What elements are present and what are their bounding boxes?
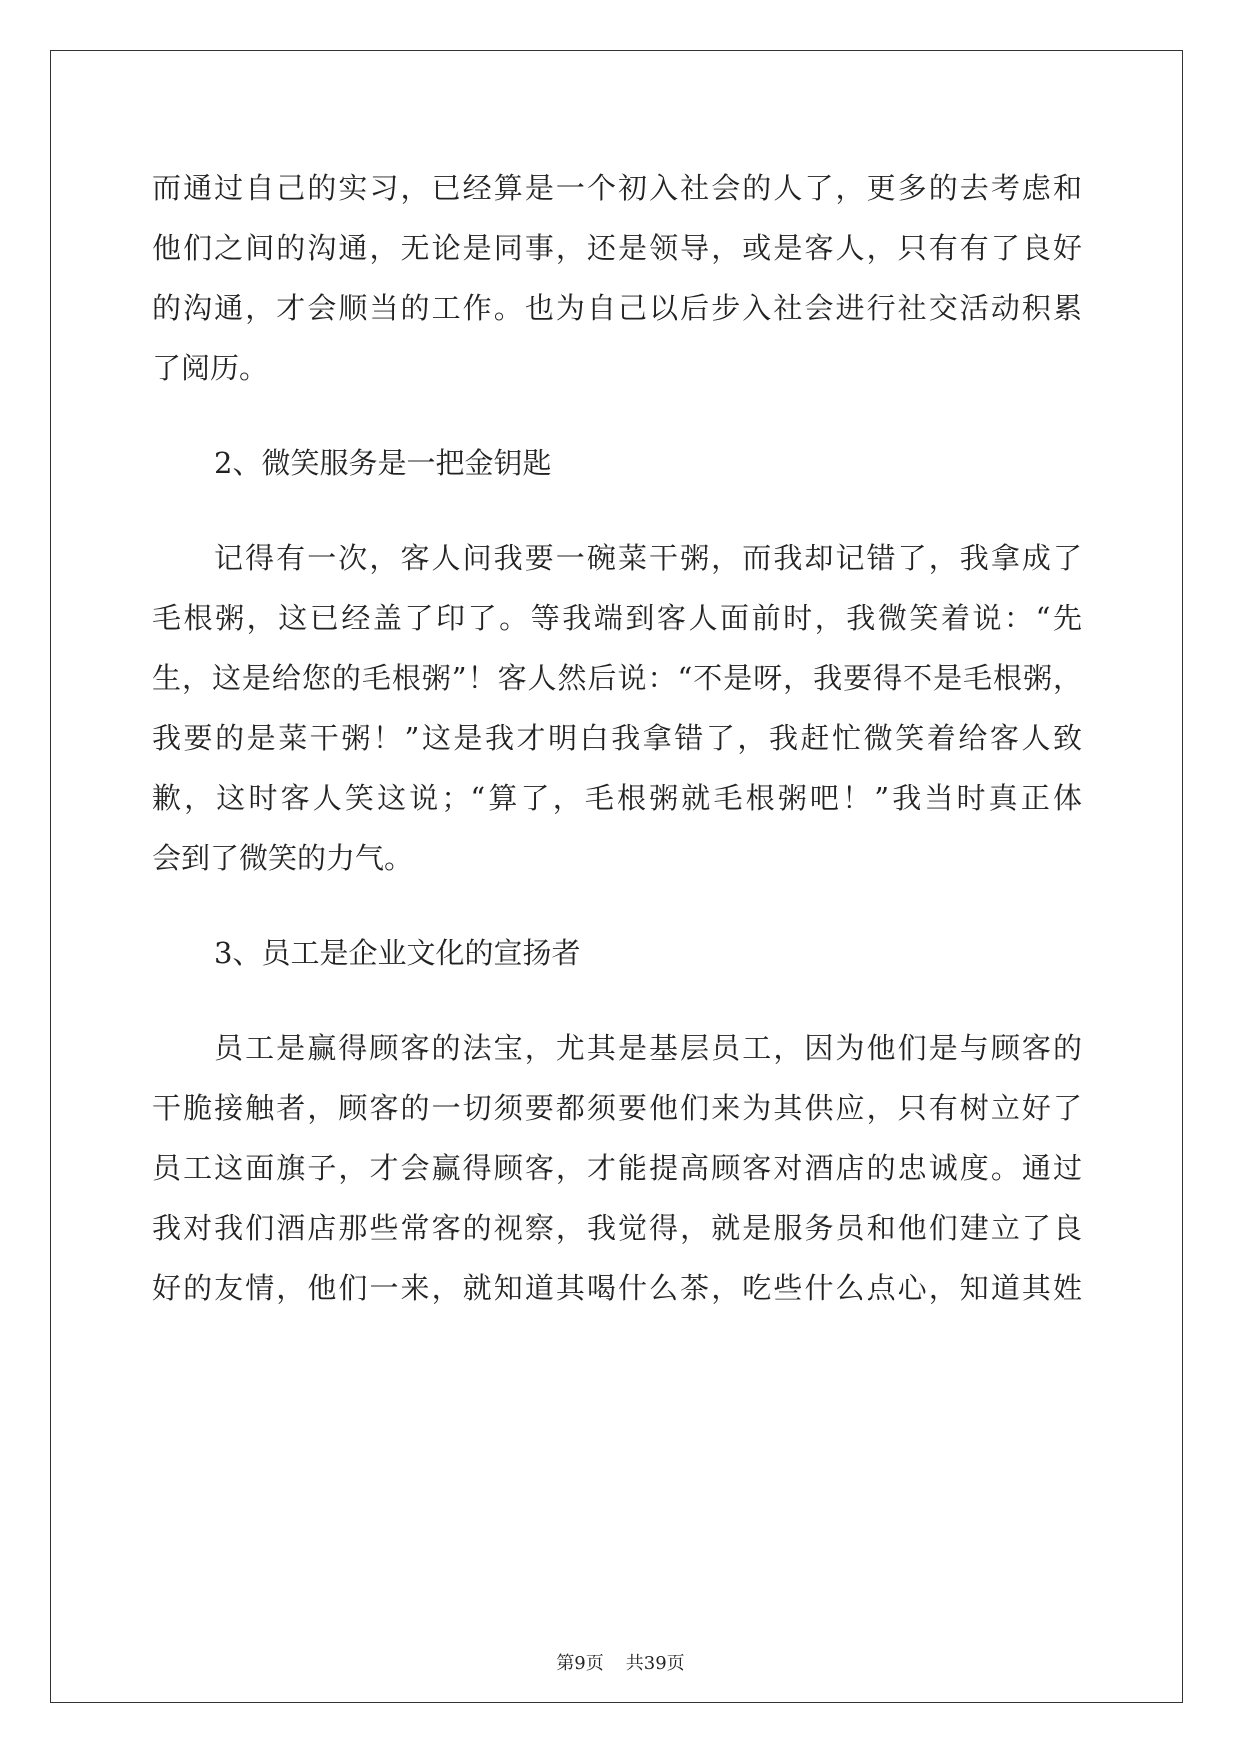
body-line: 好的友情，他们一来，就知道其喝什么茶，吃些什么点心，知道其姓 (152, 1271, 1082, 1305)
body-line: 干脆接触者，顾客的一切须要都须要他们来为其供应，只有树立好了 (152, 1091, 1082, 1125)
body-line: 而通过自己的实习，已经算是一个初入社会的人了，更多的去考虑和 (152, 171, 1082, 205)
body-line: 会到了微笑的力气。 (152, 841, 414, 875)
body-line: 记得有一次，客人问我要一碗菜干粥，而我却记错了，我拿成了 (214, 541, 1082, 575)
section-heading: 2、微笑服务是一把金钥匙 (214, 446, 552, 480)
body-line: 员工是赢得顾客的法宝，尤其是基层员工，因为他们是与顾客的 (214, 1031, 1082, 1065)
page-number: 第9页 (556, 1653, 604, 1674)
body-line: 我要的是菜干粥！”这是我才明白我拿错了，我赶忙微笑着给客人致 (152, 721, 1082, 755)
body-line: 了阅历。 (152, 351, 269, 385)
total-pages: 共39页 (625, 1653, 685, 1674)
body-line: 他们之间的沟通，无论是同事，还是领导，或是客人，只有有了良好 (152, 231, 1082, 265)
body-line: 生，这是给您的毛根粥”！客人然后说：“不是呀，我要得不是毛根粥， (152, 661, 1082, 695)
body-line: 毛根粥，这已经盖了印了。等我端到客人面前时，我微笑着说：“先 (152, 601, 1082, 635)
body-line: 的沟通，才会顺当的工作。也为自己以后步入社会进行社交活动积累 (152, 291, 1082, 325)
body-line: 歉，这时客人笑这说；“算了，毛根粥就毛根粥吧！”我当时真正体 (152, 781, 1082, 815)
section-heading: 3、员工是企业文化的宣扬者 (214, 936, 581, 970)
page-footer (0, 1652, 1241, 1676)
body-line: 员工这面旗子，才会赢得顾客，才能提高顾客对酒店的忠诚度。通过 (152, 1151, 1082, 1185)
body-line: 我对我们酒店那些常客的视察，我觉得，就是服务员和他们建立了良 (152, 1211, 1082, 1245)
